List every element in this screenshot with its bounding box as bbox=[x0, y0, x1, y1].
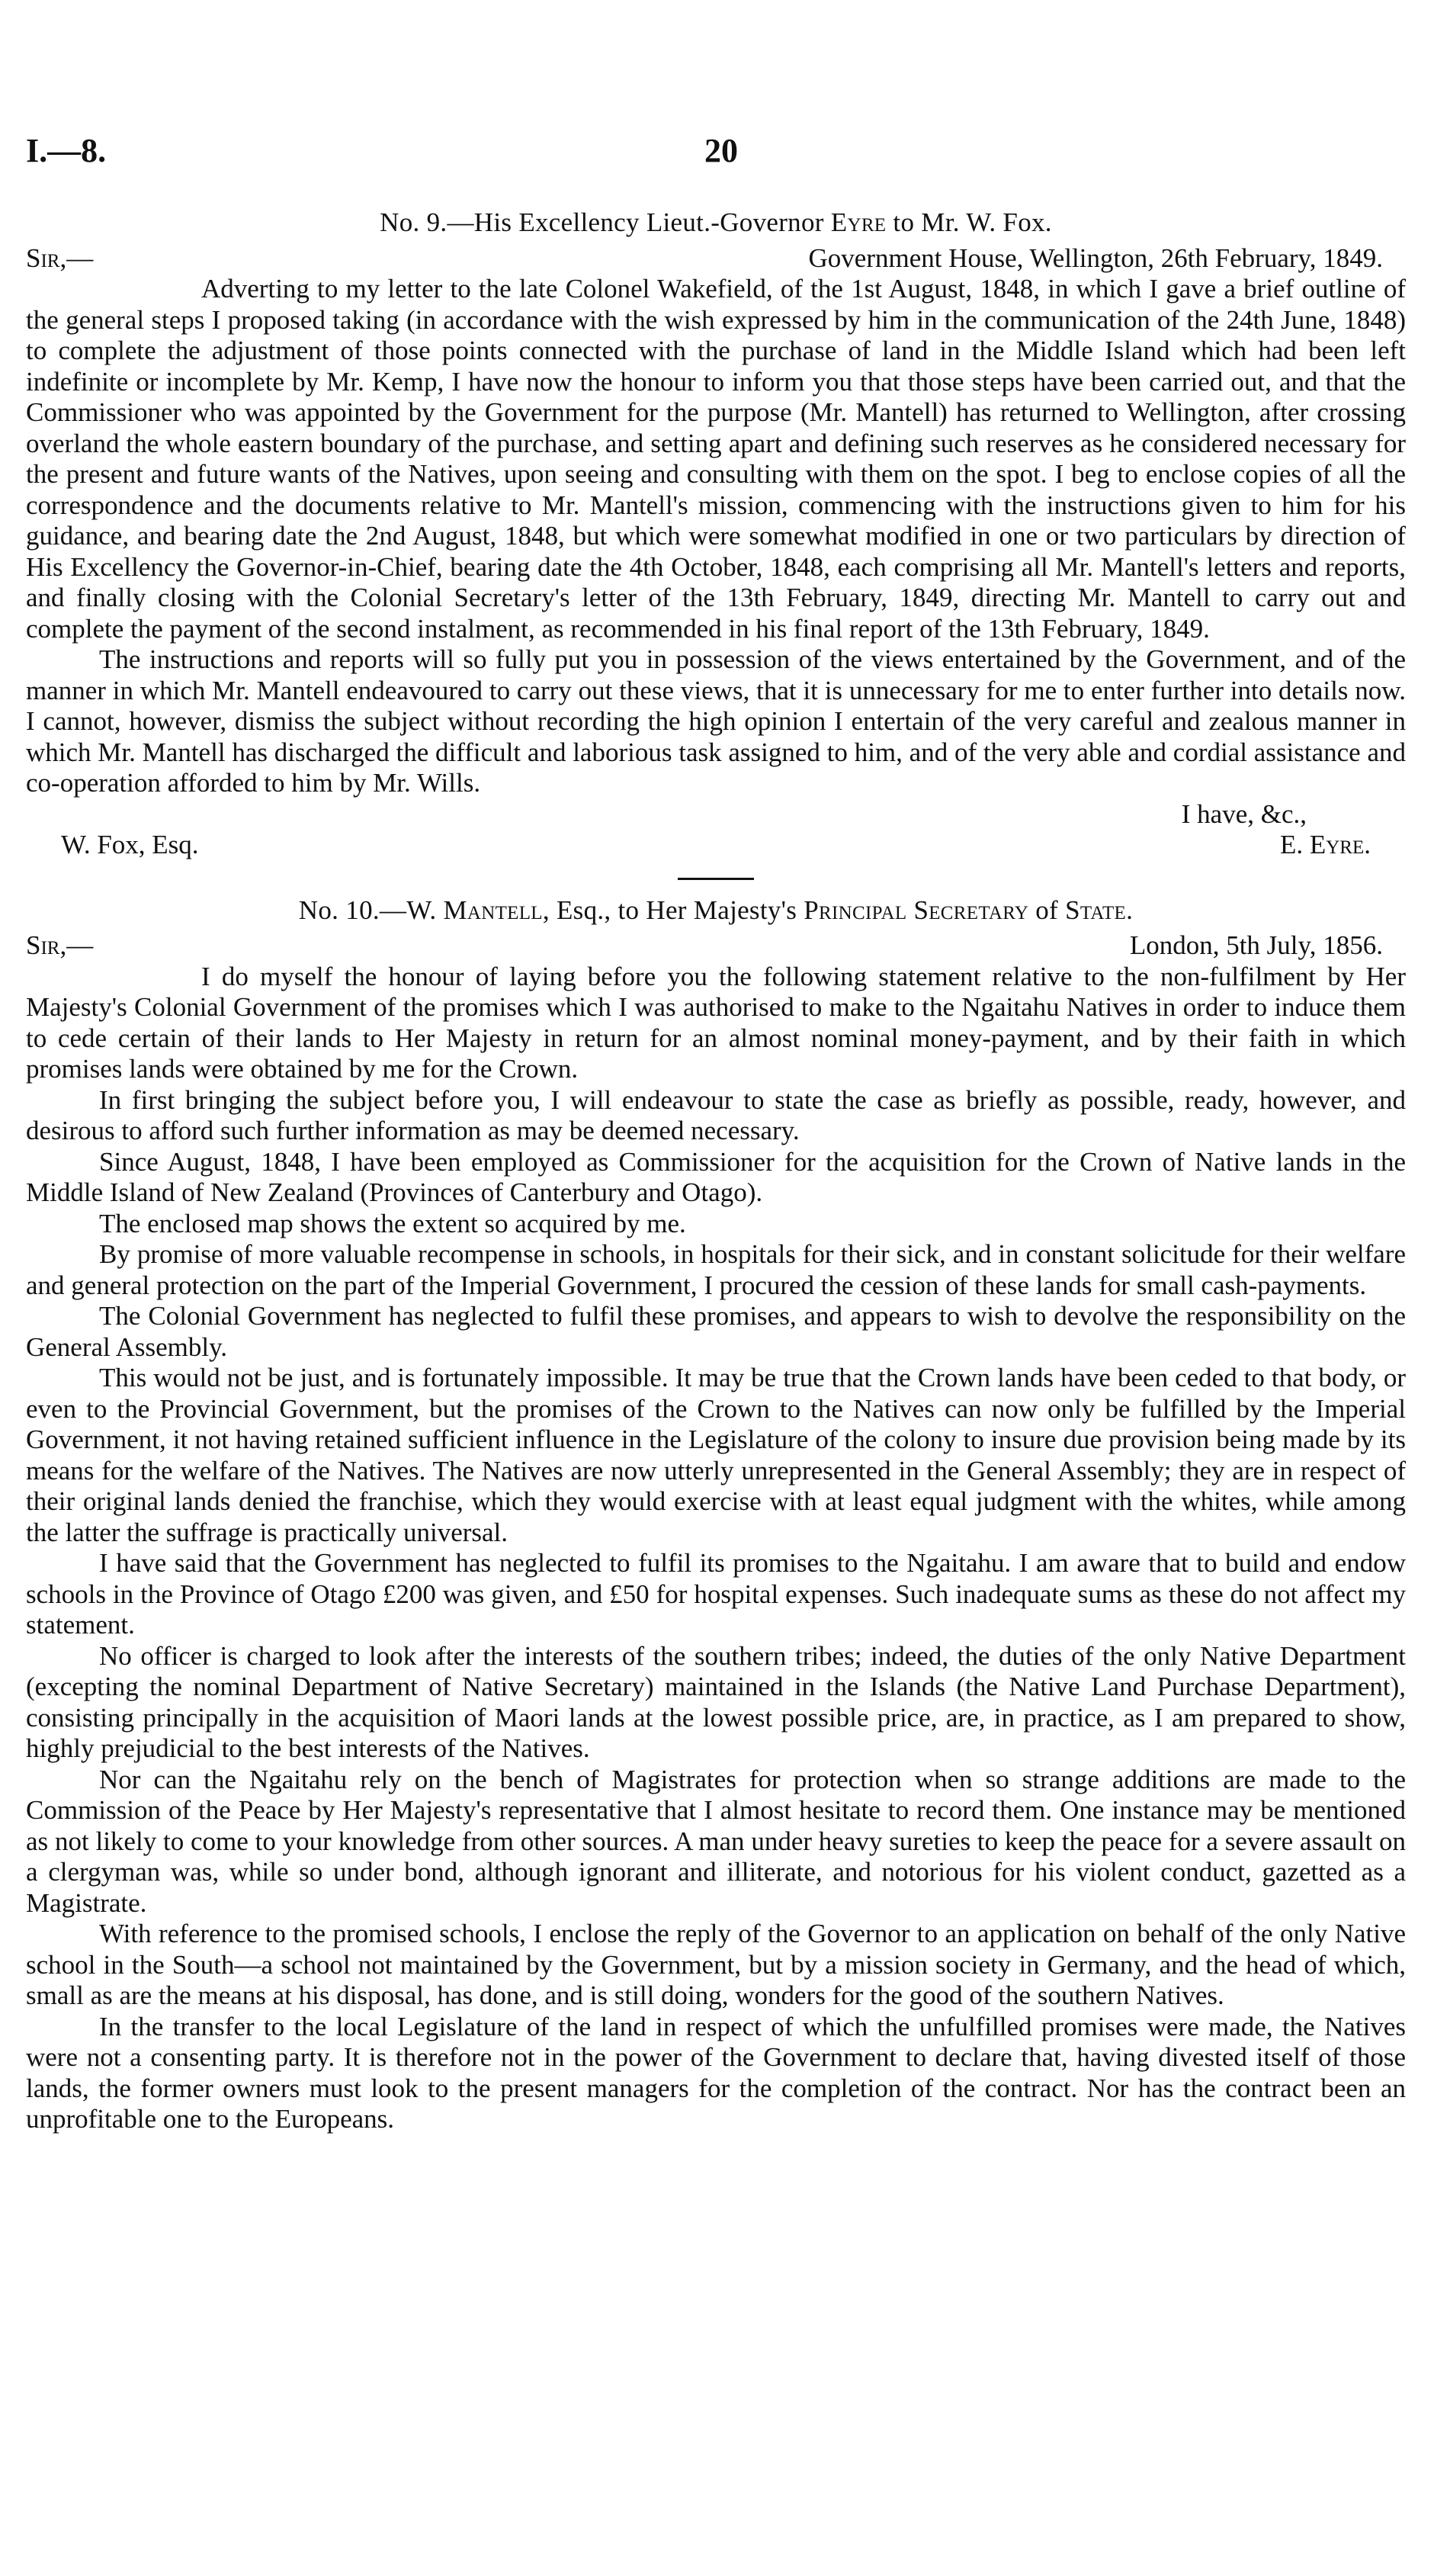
paragraph: The Colonial Government has neglected to fulfil these promises, and appears to wish to devolve the responsibility on the General Assembly. bbox=[26, 1301, 1406, 1362]
title-text: to Mr. W. Fox. bbox=[886, 207, 1052, 237]
paragraph: In the transfer to the local Legislature of the land in respect of which the unfulfilled promises were made, the Natives were not a consenting party. It is therefore not in the power of the Government to declare that, having divested itself of those lands, the former owners must look to the present managers for the completion of the contract. Nor has the contract been an unprofitable one to the Europeans. bbox=[26, 2011, 1406, 2134]
salutation: Sir,— bbox=[26, 930, 94, 960]
addressee: W. Fox, Esq. bbox=[61, 830, 199, 859]
place-date: Government House, Wellington, 26th February, 1849. bbox=[808, 243, 1383, 273]
paragraph: The enclosed map shows the extent so acquired by me. bbox=[99, 1208, 686, 1238]
paragraph: In first bringing the subject before you, I will endeavour to state the case as briefly as possible, ready, however, and desirous to afford such further information as may be deemed necessary. bbox=[26, 1084, 1406, 1145]
title-name: Eyre bbox=[830, 207, 887, 237]
paragraph: No officer is charged to look after the interests of the southern tribes; indeed, the duties of the only Native Department (excepting the nominal Department of Native Secretary) maintained in the Islands (the Native Land Purchase Department), consisting principally in the acquisition of Maori lands at the lowest possible price, are, in practice, as I am prepared to show, highly prejudicial to the best interests of the Natives. bbox=[26, 1640, 1406, 1763]
paragraph: Nor can the Ngaitahu rely on the bench of Magistrates for protection when so strange additions are made to the Commission of the Peace by Her Majesty's representative that I almost hesitate to record them. One instance may be mentioned as not likely to come to your knowledge from other sources. A man under heavy sureties to keep the peace for a severe assault on a clergyman was, while so under bond, although ignorant and illiterate, and notorious for his violent conduct, gazetted as a Magistrate. bbox=[26, 1764, 1406, 1918]
salutation: Sir,— bbox=[26, 243, 94, 273]
signature-row bbox=[26, 830, 1406, 861]
title-name: State. bbox=[1065, 895, 1134, 925]
letter-10-salutation-row bbox=[26, 930, 1406, 962]
letter-9-title bbox=[26, 207, 1406, 239]
paragraph: By promise of more valuable recompense in schools, in hospitals for their sick, and in constant solicitude for their welfare and general protection on the part of the Imperial Government, I procured the cession of these lands for small cash-payments. bbox=[26, 1239, 1406, 1300]
letter-10-title bbox=[26, 895, 1406, 927]
paragraph: I have said that the Government has neglected to fulfil its promises to the Ngaitahu. I am aware that to build and endow schools in the Province of Otago £200 was given, and £50 for hospital expenses. Such inadequate sums as these do not affect my statement. bbox=[26, 1548, 1406, 1640]
paragraph: The instructions and reports will so fully put you in possession of the views entertained by the Government, and of the manner in which Mr. Mantell endeavoured to carry out these views, that it is unnecessary for me to enter further into details now. I cannot, however, dismiss the subject without recording the high opinion I entertain of the very careful and zealous manner in which Mr. Mantell has discharged the difficult and laborious task assigned to him, and of the very able and cordial assistance and co-operation afforded to him by Mr. Wills. bbox=[26, 644, 1406, 798]
title-name: Principal Secretary bbox=[804, 895, 1029, 925]
title-text: of bbox=[1028, 895, 1066, 925]
title-text: No. 10.—W. bbox=[298, 895, 444, 925]
paragraph: This would not be just, and is fortunately impossible. It may be true that the Crown lands have been ceded to that body, or even to the Provincial Government, but the promises of the Crown to the Natives can now only be fulfilled by the Imperial Government, it not having retained sufficient influence in the Legislature of the colony to insure due provision being made by its means for the welfare of the Natives. The Natives are now utterly unrepresented in the General Assembly; they are in respect of their original lands denied the franchise, which they would exercise with at least equal judgment with the whites, while among the latter the suffrage is practically universal. bbox=[26, 1363, 1406, 1547]
paragraph: I do myself the honour of laying before you the following statement relative to the non-fulfilment by Her Majesty's Colonial Government of the promises which I was authorised to make to the Ngaitahu Natives in order to induce them to cede certain of their lands to Her Majesty in return for an almost nominal money-payment, and by their faith in which promises lands were obtained by me for the Crown. bbox=[26, 961, 1406, 1084]
page-number: 20 bbox=[704, 132, 738, 169]
section-divider bbox=[678, 878, 754, 880]
document-reference: I.—8. bbox=[26, 132, 107, 169]
signature: E. Eyre. bbox=[1279, 830, 1371, 859]
letter-9-salutation-row bbox=[26, 243, 1406, 275]
title-text: No. 9.—His Excellency Lieut.-Governor bbox=[380, 207, 831, 237]
paragraph: Since August, 1848, I have been employed as Commissioner for the acquisition for the Crown of Native lands in the Middle Island of New Zealand (Provinces of Canterbury and Otago). bbox=[26, 1146, 1406, 1207]
place-date: London, 5th July, 1856. bbox=[1129, 930, 1383, 960]
title-name: Mantell bbox=[443, 895, 543, 925]
paragraph: With reference to the promised schools, I enclose the reply of the Governor to an application on behalf of the only Native school in the South—a school not maintained by the Government, but by a mission society in Germany, and the head of which, small as are the means at his disposal, has done, and is still doing, wonders for the good of the southern Natives. bbox=[26, 1919, 1406, 2010]
closing: I have, &c., bbox=[1181, 798, 1307, 829]
paragraph: Adverting to my letter to the late Colonel Wakefield, of the 1st August, 1848, in which I gave a brief outline of the general steps I proposed taking (in accordance with the wish expressed by him in the communication of the 24th June, 1848) to complete the adjustment of those points connected with the purchase of land in the Middle Island which had been left indefinite or incomplete by Mr. Kemp, I have now the honour to inform you that those steps have been carried out, and that the Commissioner who was appointed by the Government for the purpose (Mr. Mantell) has returned to Wellington, after crossing overland the whole eastern boundary of the purchase, and setting apart and defining such reserves as he considered necessary for the present and future wants of the Natives, upon seeing and consulting with them on the spot. I beg to enclose copies of all the correspondence and the documents relative to Mr. Mantell's mission, commencing with the instructions given to him for his guidance, and bearing date the 2nd August, 1848, but which were somewhat modified in one or two particulars by direction of His Excellency the Governor-in-Chief, bearing date the 4th October, 1848, each comprising all Mr. Mantell's letters and reports, and finally closing with the Colonial Secretary's letter of the 13th February, 1849, directing Mr. Mantell to carry out and complete the payment of the second instalment, as recommended in his final report of the 13th February, 1849. bbox=[26, 274, 1406, 644]
title-text: , Esq., to Her Majesty's bbox=[542, 895, 804, 925]
page-body bbox=[26, 207, 1406, 2135]
